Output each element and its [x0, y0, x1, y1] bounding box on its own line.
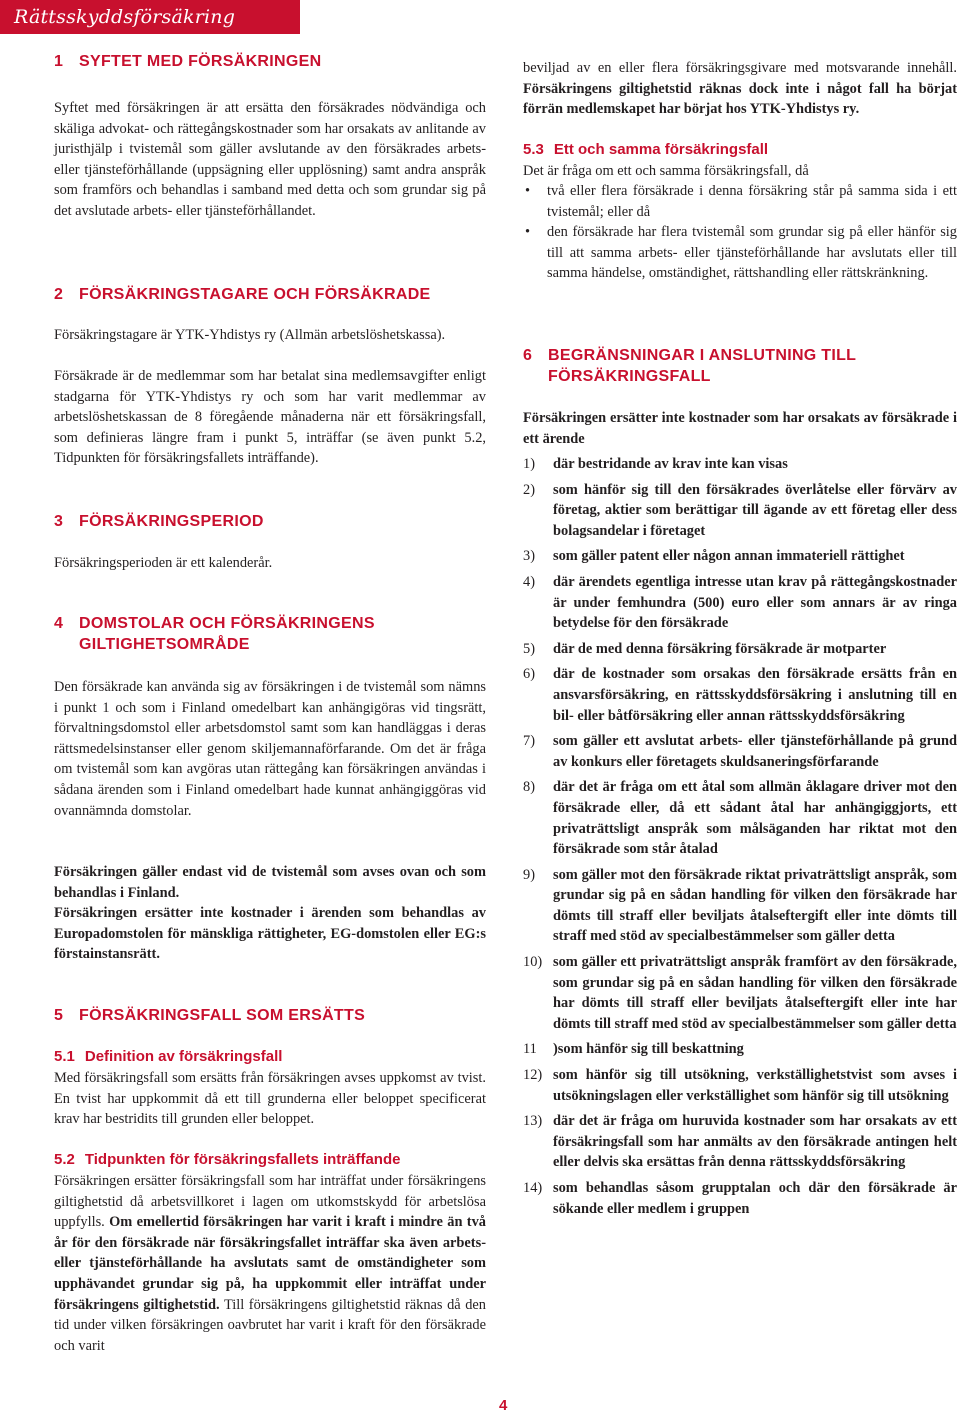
section-title: FÖRSÄKRINGSTAGARE OCH FÖRSÄKRADE	[79, 286, 431, 303]
section-title: BEGRÄNSNINGAR I ANSLUTNING TILL FÖRSÄKRINGSFALL	[548, 347, 856, 385]
bold-text: Försäkringen gäller endast vid de tvistemål som avses ovan och som behandlas i Finland.	[54, 864, 486, 901]
section-5-3-intro: Det är fråga om ett och samma försäkringsfall, då	[523, 163, 809, 179]
subsection-title: Ett och samma försäkringsfall	[553, 141, 769, 158]
item-text: som hänför sig till utsökning, verkställighetstvist som avses i utsökningslagen eller verkställighet som hänför sig till utsökning	[553, 1067, 957, 1104]
item-number: 10)	[523, 954, 543, 971]
section-5-3-list	[523, 181, 957, 284]
subsection-number: 5.2	[54, 1151, 75, 1168]
body-text: beviljad av en eller flera försäkringsgivare med motsvarande innehåll.	[523, 60, 957, 76]
header-bar	[0, 0, 300, 34]
section-2-body-2: Försäkrade är de medlemmar som har betalat sina medlemsavgifter enligt stadgarna för YTK-Yhdistys ry och som har varit medlemmar av arbetslöshetskassan de 8 föregående månaderna när ett försäkringsfall, som definieras längre fram i punkt 5, inträffar (se även punkt 5.2, Tidpunkten för försäkringsfallets inträffande).	[54, 368, 486, 467]
section-number: 6	[523, 347, 533, 364]
section-5-2-continued	[523, 58, 957, 120]
list-item: • två eller flera försäkrade i denna försäkring står på samma sida i ett tvistemål; eller då	[523, 181, 957, 222]
item-number: 8)	[523, 779, 535, 796]
bold-text: Försäkringen ersätter inte kostnader som har orsakats av försäkrade i ett ärende	[523, 410, 957, 447]
item-number: 11	[523, 1041, 537, 1058]
list-item	[523, 1039, 957, 1060]
item-number: 2)	[523, 481, 535, 498]
section-1-body: Syftet med försäkringen är att ersätta den försäkrades nödvändiga och skäliga advokat- och rättegångskostnader som har orsakats av anlitande av juristhjälp i tvistemål som gäller avslutande av den försäkrades arbets- eller tjänsteförhållande (uppsägning eller upplösning) samt andra anspråk som framförs och behandlas i samband med detta och som grundar sig på det avslutade arbets- eller tjänsteförhållandet.	[54, 100, 486, 219]
item-number: 4)	[523, 573, 535, 590]
subsection-title: Tidpunkten för försäkringsfallets inträffande	[84, 1151, 401, 1168]
item-text: som behandlas såsom grupptalan och där den försäkrade är sökande eller medlem i gruppen	[553, 1180, 957, 1217]
section-5-2-body	[54, 1171, 486, 1356]
section-3-body: Försäkringsperioden är ett kalenderår.	[54, 555, 273, 571]
list-item	[523, 777, 957, 859]
item-text: som gäller ett avslutat arbets- eller tjänsteförhållande på grund av konkurs eller företagets skuldsaneringsförfarande	[553, 733, 957, 770]
section-3-heading	[54, 511, 486, 532]
item-text: som gäller mot den försäkrade riktat privaträttsligt anspråk, som grundar sig på en sådan handling för vilken den försäkrade har dömts till straff eller beviljats åtalseftergift eller inte dömts till straff med stöd av specialbestämmelser som gäller detta	[553, 866, 957, 945]
item-number: 14)	[523, 1180, 543, 1196]
section-title: FÖRSÄKRINGSFALL SOM ERSÄTTS	[79, 1007, 366, 1024]
list-item	[523, 952, 957, 1034]
section-title: FÖRSÄKRINGSPERIOD	[79, 513, 264, 530]
section-5-1-heading	[54, 1047, 282, 1067]
item-text: som gäller ett privaträttsligt anspråk framfört av den försäkrade, som grundar sig på en sådan handling för vilken den försäkrade har dömts till straff eller beviljats åtalseftergift eller inte har dömts till straff med stöd av specialbestämmelser som gäller detta	[553, 954, 957, 1032]
item-text: där de med denna försäkring försäkrade är motparter	[553, 640, 887, 657]
section-4-bold-1	[54, 862, 486, 903]
item-number: 9)	[523, 866, 535, 883]
section-5-heading	[54, 1005, 486, 1026]
section-number: 4	[54, 615, 64, 632]
subsection-number: 5.1	[54, 1048, 75, 1065]
item-number: 6)	[523, 666, 535, 683]
list-item	[523, 865, 957, 947]
item-number: 5)	[523, 640, 535, 657]
list-item	[523, 480, 957, 542]
list-item: • den försäkrade har flera tvistemål som grundar sig på eller hänför sig till att samma arbets- eller tjänsteförhållande har avslutats eller till samma händelse, omständighet, rättshandling eller rättskränkning.	[523, 222, 957, 284]
list-item	[523, 572, 957, 634]
item-text: där de kostnader som orsakas den försäkrade ersätts från en ansvarsförsäkring, en rättsskyddsförsäkring i anslutning till en bil- eller båtförsäkring eller annan rättsskyddsförsäkring	[553, 666, 957, 724]
list-item	[523, 664, 957, 726]
list-item	[523, 1065, 957, 1106]
list-item	[523, 731, 957, 772]
page-number: 4	[499, 1397, 508, 1414]
exclusion-list	[523, 454, 957, 1224]
section-number: 2	[54, 286, 64, 303]
item-number: 7)	[523, 733, 535, 750]
section-6-intro	[523, 408, 957, 449]
section-2-heading	[54, 284, 486, 305]
item-text: som hänför sig till den försäkrades överlåtelse eller förvärv av företag, aktier som berättigar till ägande av ett företag eller dess bolagsandelar i företaget	[553, 481, 957, 539]
section-4-body: Den försäkrade kan använda sig av försäkringen i de tvistemål som nämns i punkt 1 och som i Finland omedelbart kan anhängigöras vid tingsrätt, förvaltningsdomstol eller arbetsdomstol samt som kan handläggas i deras rättsmedelsinstanser eller genom skiljemannaförfarande. Om det är fråga om tvistemål som kan avgöras utan rättegång kan försäkringen användas i sådana ärenden som i Finland omedelbart hade kunnat anhängiggöras vid ovannämnda domstolar.	[54, 679, 486, 819]
section-4-bold-2	[54, 903, 486, 965]
item-number: 1)	[523, 456, 535, 472]
subsection-title: Definition av försäkringsfall	[84, 1048, 283, 1065]
list-item	[523, 546, 957, 567]
bold-text: Försäkringen ersätter inte kostnader i ärenden som behandlas av Europadomstolen för mänskliga rättigheter, EG-domstolen eller EG:s förstainstansrätt.	[54, 905, 486, 963]
section-5-2-heading	[54, 1150, 400, 1170]
item-number: 12)	[523, 1067, 543, 1084]
section-4-heading	[54, 613, 454, 655]
bold-text: Om emellertid försäkringen har varit i kraft i mindre än två år för den försäkrade när försäkringsfallet inträffar ska även arbets- eller tjänsteförhållande ha avslutats samt de omständigheter som upphävandet grundar sig på, ha uppkommit eller inträffat under försäkringens giltighetstid.	[54, 1214, 486, 1313]
bold-text: Försäkringens giltighetstid räknas dock inte i något fall ha börjat förrän medlemskapet har börjat hos YTK-Yhdistys ry.	[523, 80, 957, 118]
section-1-heading	[54, 51, 486, 72]
item-text: )som hänför sig till beskattning	[553, 1041, 744, 1058]
list-item	[523, 454, 957, 475]
section-number: 1	[54, 53, 64, 70]
item-number: 13)	[523, 1113, 543, 1130]
list-item	[523, 1111, 957, 1173]
section-5-3-heading	[523, 140, 768, 160]
item-text: där det är fråga om huruvida kostnader som har orsakats av ett försäkringsfall som har anmälts av den försäkrade antingen helt eller delvis ska ersättas från denna rättsskyddsförsäkring	[553, 1113, 957, 1171]
item-text: som gäller patent eller någon annan immateriell rättighet	[553, 548, 905, 565]
body-text: Till försäkringens giltighetstid räknas då den tid under vilken försäkringen oavbrutet har varit i kraft för den försäkrade och varit	[54, 1296, 486, 1354]
item-text: där ärendets egentliga intresse utan krav på rättegångskostnader är under femhundra (500) euro eller som annars är av ringa betydelse för den försäkrade	[553, 573, 957, 632]
section-title: DOMSTOLAR OCH FÖRSÄKRINGENS GILTIGHETSOMRÅDE	[79, 615, 375, 653]
document-title: Rättsskyddsförsäkring	[14, 6, 236, 28]
body-text: Försäkringen ersätter försäkringsfall som har inträffat under försäkringens giltighetstid då arbetsvillkoret i lagen om utkomstskydd för arbetslösa uppfylls.	[54, 1173, 486, 1231]
section-number: 5	[54, 1007, 64, 1024]
section-6-heading	[523, 345, 923, 387]
section-title: SYFTET MED FÖRSÄKRINGEN	[79, 53, 322, 70]
section-5-1-body: Med försäkringsfall som ersätts från försäkringen avses uppkomst av tvist. En tvist har uppkommit då ett till grunderna eller beloppet specificerat krav har bestridits till grunden eller beloppet.	[54, 1070, 486, 1128]
section-2-body-1: Försäkringstagare är YTK-Yhdistys ry (Allmän arbetslöshetskassa).	[54, 327, 446, 343]
section-number: 3	[54, 513, 64, 530]
subsection-number: 5.3	[523, 141, 544, 158]
item-text: där det är fråga om ett åtal som allmän åklagare driver mot den försäkrade eller, då ett sådant åtal har anhängiggjorts, ett privaträttsligt anspråk som målsäganden har riktat mot den försäkrade som står åtalad	[553, 779, 957, 858]
list-item	[523, 639, 957, 660]
item-number: 3)	[523, 548, 535, 565]
list-item	[523, 1178, 957, 1219]
item-text: där bestridande av krav inte kan visas	[553, 456, 788, 472]
